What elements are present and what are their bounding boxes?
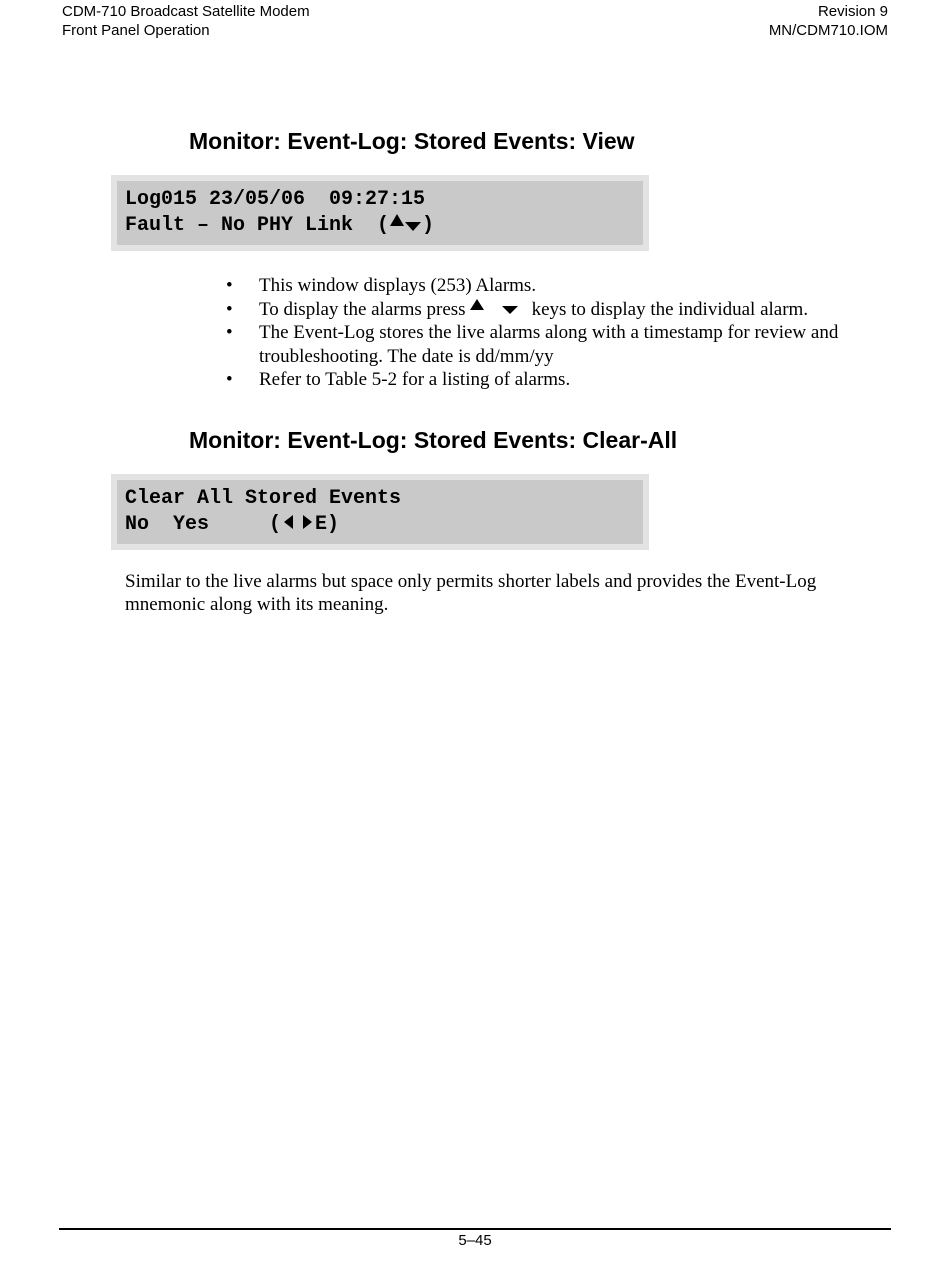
document-number: MN/CDM710.IOM [768, 22, 888, 39]
page-number: 5–45 [458, 1232, 492, 1249]
lcd-line-1: Clear All Stored Events [125, 487, 402, 510]
up-arrow-icon [390, 214, 404, 226]
revision-label: Revision 9 [817, 3, 888, 20]
left-arrow-icon [284, 515, 293, 529]
lcd-line-2: Fault – No PHY Link ( ) [125, 214, 435, 237]
list-item: • This window displays (253) Alarms. [226, 275, 537, 296]
lcd-line-2: No Yes ( E) [125, 513, 340, 536]
section-title-clear-all: Monitor: Event-Log: Stored Events: Clear-All [189, 427, 678, 453]
body-paragraph: Similar to the live alarms but space only permits shorter labels and provides the Event-Log mnemonic along with its meaning. [125, 571, 817, 615]
lcd-display-view [111, 175, 649, 251]
document-title: CDM-710 Broadcast Satellite Modem [62, 3, 310, 20]
bullet-list [226, 274, 866, 392]
lcd-display-clear-all [111, 474, 649, 550]
running-header-left [62, 2, 310, 40]
list-item: • Refer to Table 5-2 for a listing of alarms. [226, 369, 571, 390]
running-header-right [769, 2, 888, 40]
up-arrow-icon [470, 299, 484, 310]
footer-rule [59, 1228, 891, 1230]
lcd-screen [117, 181, 643, 245]
section-title-view: Monitor: Event-Log: Stored Events: View [189, 128, 635, 154]
lcd-line-1: Log015 23/05/06 09:27:15 [125, 188, 426, 211]
list-item: • To display the alarms press keys to display the individual alarm. [226, 298, 809, 320]
chapter-title: Front Panel Operation [62, 22, 210, 39]
down-arrow-icon [405, 222, 421, 231]
right-arrow-icon [303, 515, 312, 529]
down-arrow-icon [502, 306, 518, 314]
lcd-screen [117, 480, 643, 544]
list-item: • The Event-Log stores the live alarms along with a timestamp for review and troubleshooting. The date is dd/mm/yy [226, 322, 839, 367]
